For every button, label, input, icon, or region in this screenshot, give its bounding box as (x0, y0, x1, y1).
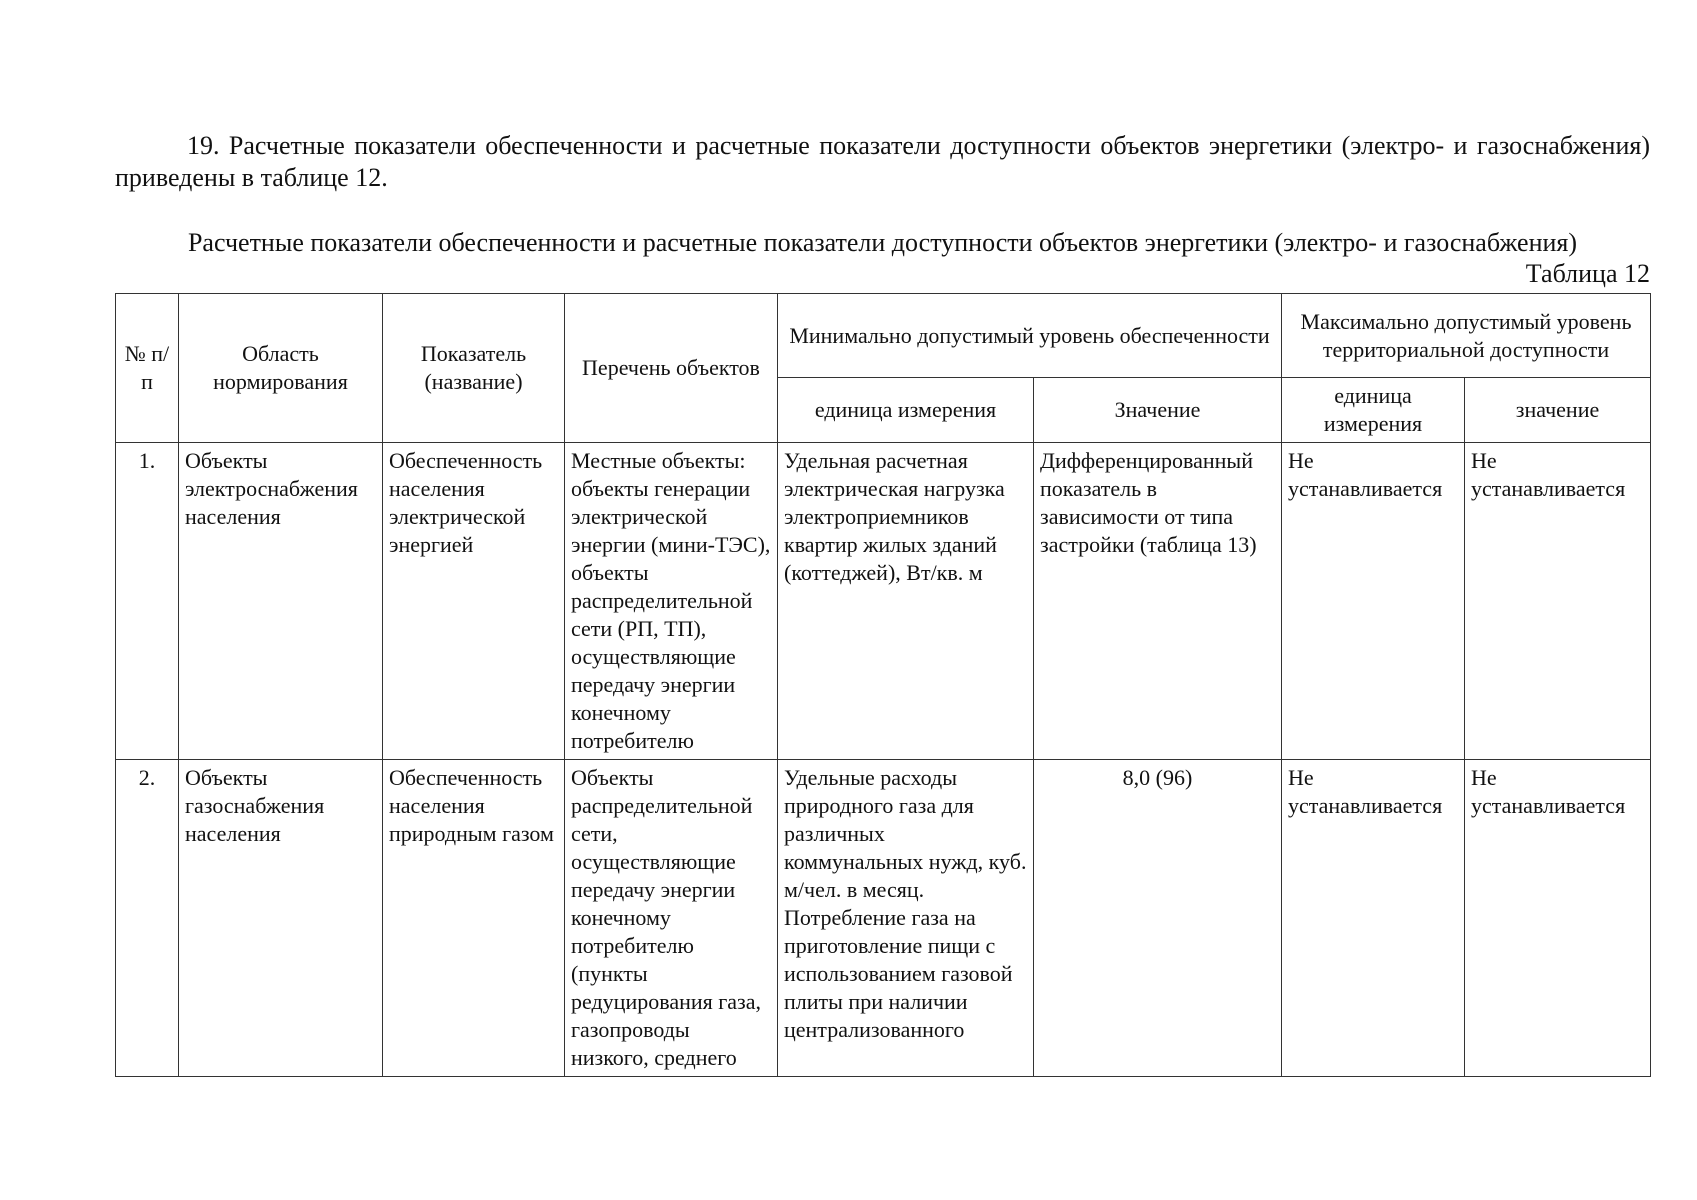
cell-min-value: 8,0 (96) (1034, 760, 1282, 1077)
header-min-level: Минимально допустимый уровень обеспеченности (778, 294, 1282, 378)
cell-max-value: Не устанавливается (1465, 443, 1651, 760)
header-max-level: Максимально допустимый уровень территориальной доступности (1282, 294, 1651, 378)
cell-max-unit: Не устанавливается (1282, 443, 1465, 760)
energy-indicators-table (115, 293, 1651, 1077)
cell-objects: Местные объекты: объекты генерации электрической энергии (мини-ТЭС), объекты распределительной сети (РП, ТП), осуществляющие передачу энергии конечному потребителю (565, 443, 778, 760)
header-objects: Перечень объектов (565, 294, 778, 443)
cell-min-unit: Удельные расходы природного газа для различных коммунальных нужд, куб. м/чел. в месяц. Потребление газа на приготовление пищи с использованием газовой плиты при наличии централизованного (778, 760, 1034, 1077)
cell-num: 1. (116, 443, 179, 760)
header-max-unit: единица измерения (1282, 378, 1465, 443)
table-number: Таблица 12 (1525, 259, 1650, 288)
header-area: Область нормирования (179, 294, 383, 443)
header-indicator: Показатель (название) (383, 294, 565, 443)
cell-area: Объекты газоснабжения населения (179, 760, 383, 1077)
cell-min-value: Дифференцированный показатель в зависимости от типа застройки (таблица 13) (1034, 443, 1282, 760)
table-row (116, 760, 1651, 1077)
header-max-value: значение (1465, 378, 1651, 443)
cell-max-value: Не устанавливается (1465, 760, 1651, 1077)
cell-indicator: Обеспеченность населения природным газом (383, 760, 565, 1077)
header-num: № п/п (116, 294, 179, 443)
cell-num: 2. (116, 760, 179, 1077)
cell-objects: Объекты распределительной сети, осуществляющие передачу энергии конечному потребителю (пункты редуцирования газа, газопроводы низкого, среднего (565, 760, 778, 1077)
intro-paragraph: 19. Расчетные показатели обеспеченности и расчетные показатели доступности объектов энергетики (электро- и газоснабжения) приведены в таблице 12. (115, 131, 1650, 192)
cell-indicator: Обеспеченность населения электрической энергией (383, 443, 565, 760)
cell-min-unit: Удельная расчетная электрическая нагрузка электроприемников квартир жилых зданий (коттеджей), Вт/кв. м (778, 443, 1034, 760)
header-min-value: Значение (1034, 378, 1282, 443)
table-caption: Расчетные показатели обеспеченности и расчетные показатели доступности объектов энергетики (электро- и газоснабжения) (187, 228, 1578, 257)
header-min-unit: единица измерения (778, 378, 1034, 443)
table-row (116, 443, 1651, 760)
cell-area: Объекты электроснабжения населения (179, 443, 383, 760)
cell-max-unit: Не устанавливается (1282, 760, 1465, 1077)
table-header-row (116, 294, 1651, 378)
